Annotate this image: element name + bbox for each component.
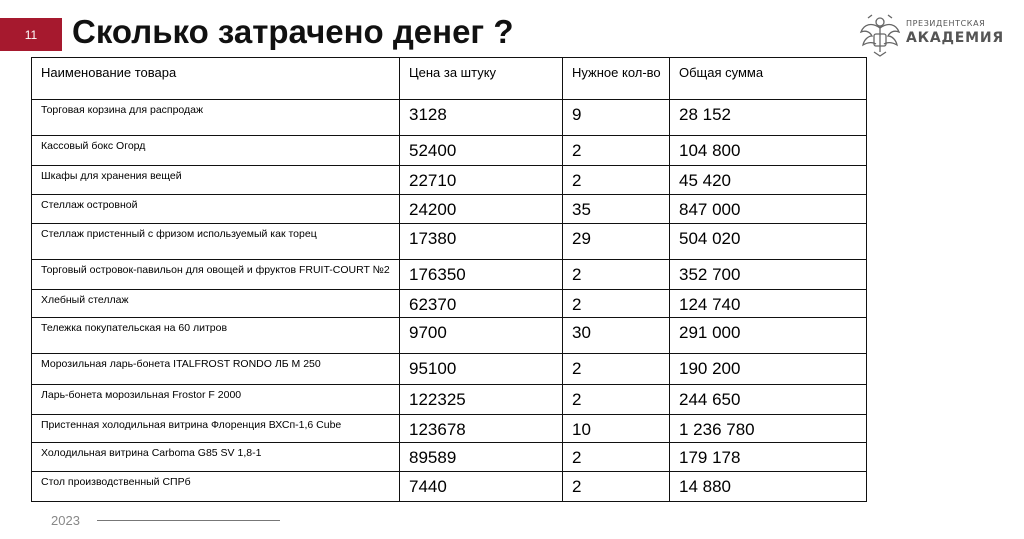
item-quantity: 2 [563,260,670,290]
header-name: Наименование товара [32,58,400,100]
item-total: 504 020 [670,224,867,260]
item-quantity: 30 [563,318,670,354]
item-quantity: 10 [563,415,670,443]
table-header-row [32,58,867,100]
item-price: 22710 [400,166,563,195]
item-name: Ларь-бонета морозильная Frostor F 2000 [32,385,400,415]
logo-line-2: АКАДЕМИЯ [906,30,1004,46]
table-row [32,100,867,136]
page-number: 11 [24,27,38,42]
item-total: 847 000 [670,195,867,224]
item-quantity: 2 [563,385,670,415]
item-name: Кассовый бокс Огорд [32,136,400,166]
logo-line-1: ПРЕЗИДЕНТСКАЯ [906,19,986,28]
item-name: Торговая корзина для распродаж [32,100,400,136]
item-quantity: 35 [563,195,670,224]
item-price: 3128 [400,100,563,136]
item-price: 123678 [400,415,563,443]
item-total: 124 740 [670,290,867,318]
item-price: 89589 [400,443,563,472]
item-total: 244 650 [670,385,867,415]
item-quantity: 29 [563,224,670,260]
table-row [32,385,867,415]
item-price: 95100 [400,354,563,385]
table-row [32,224,867,260]
item-total: 14 880 [670,472,867,502]
footer-divider [97,520,280,521]
item-name: Тележка покупательская на 60 литров [32,318,400,354]
table-row [32,136,867,166]
item-price: 52400 [400,136,563,166]
item-name: Пристенная холодильная витрина Флоренция ВХСп-1,6 Cube [32,415,400,443]
page-number-badge [0,18,62,51]
header-quantity: Нужное кол-во [563,58,670,100]
item-price: 9700 [400,318,563,354]
table-row [32,415,867,443]
item-name: Морозильная ларь-бонета ITALFROST RONDO ЛБ М 250 [32,354,400,385]
item-name: Стеллаж островной [32,195,400,224]
eagle-emblem-icon [858,12,902,58]
item-total: 28 152 [670,100,867,136]
item-quantity: 2 [563,136,670,166]
item-price: 17380 [400,224,563,260]
table-row [32,166,867,195]
item-name: Стеллаж пристенный с фризом используемый как торец [32,224,400,260]
item-name: Шкафы для хранения вещей [32,166,400,195]
header-price: Цена за штуку [400,58,563,100]
item-name: Хлебный стеллаж [32,290,400,318]
footer-year: 2023 [51,513,80,528]
item-name: Холодильная витрина Carboma G85 SV 1,8-1 [32,443,400,472]
item-total: 45 420 [670,166,867,195]
table-row [32,260,867,290]
header-total: Общая сумма [670,58,867,100]
item-quantity: 2 [563,354,670,385]
item-name: Торговый островок-павильон для овощей и фруктов FRUIT-COURT №2 [32,260,400,290]
table-row [32,443,867,472]
item-total: 291 000 [670,318,867,354]
item-total: 190 200 [670,354,867,385]
item-quantity: 2 [563,166,670,195]
item-price: 7440 [400,472,563,502]
item-total: 352 700 [670,260,867,290]
slide-title: Сколько затрачено денег ? [72,13,514,50]
table-row [32,472,867,502]
item-price: 122325 [400,385,563,415]
item-quantity: 2 [563,443,670,472]
item-quantity: 9 [563,100,670,136]
table-row [32,195,867,224]
goods-cost-table [31,57,867,502]
item-total: 104 800 [670,136,867,166]
item-name: Стол производственный СПРб [32,472,400,502]
item-price: 62370 [400,290,563,318]
item-quantity: 2 [563,290,670,318]
item-total: 1 236 780 [670,415,867,443]
table-row [32,290,867,318]
item-quantity: 2 [563,472,670,502]
item-price: 24200 [400,195,563,224]
item-total: 179 178 [670,443,867,472]
academy-logo [858,12,1004,58]
table-row [32,318,867,354]
item-price: 176350 [400,260,563,290]
table-row [32,354,867,385]
